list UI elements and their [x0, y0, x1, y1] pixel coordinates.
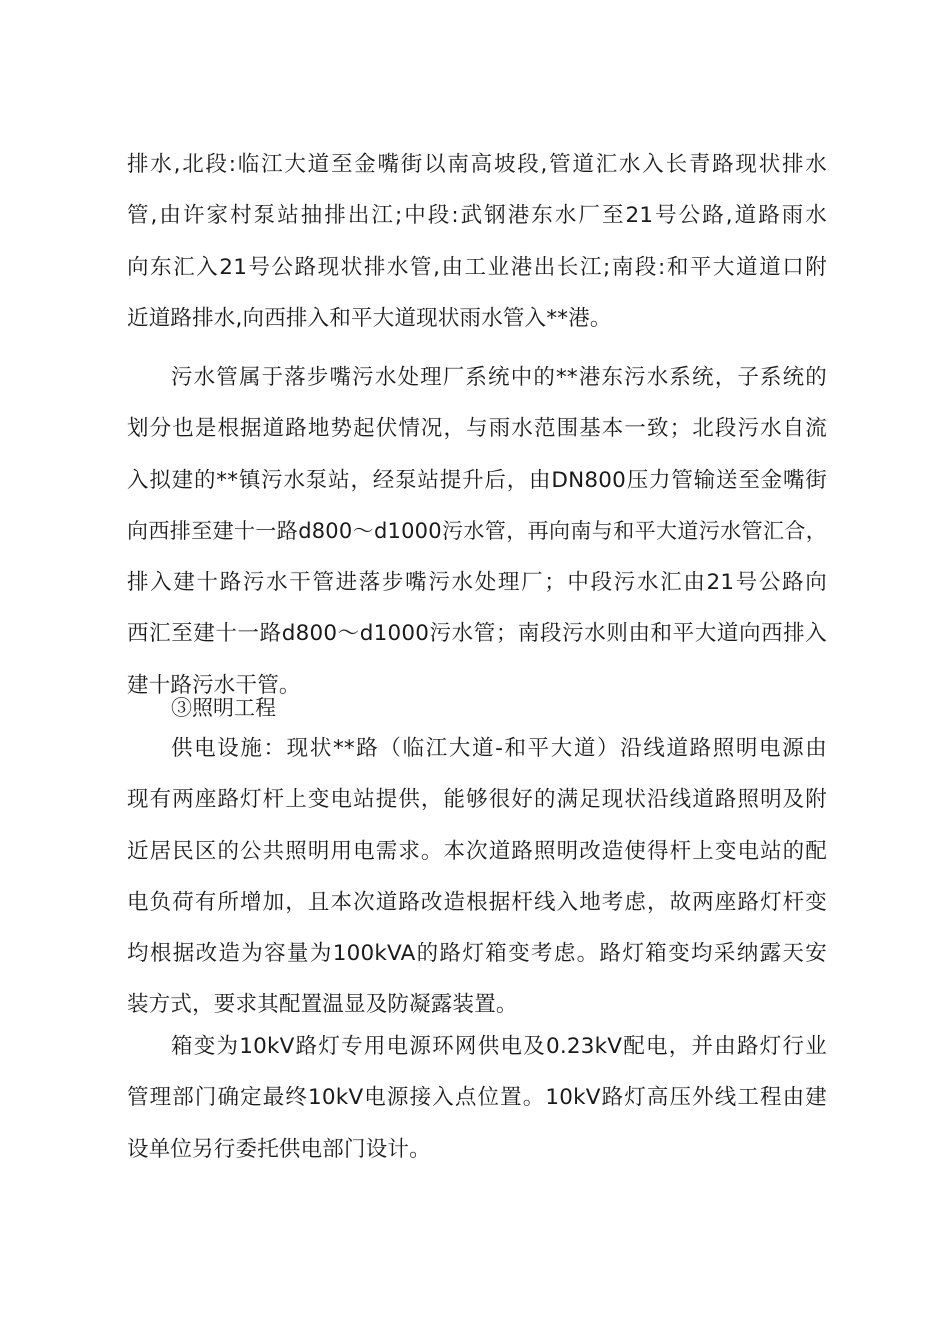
text-line: 西汇至建十一路d800～d1000污水管；南段污水则由和平大道向西排入 [127, 621, 827, 647]
paragraph-power-supply [127, 723, 827, 1031]
text-line: 排水,北段:临江大道至金嘴街以南高坡段,管道汇水入长青路现状排水 [127, 152, 827, 177]
text-line: 箱变为10kV路灯专用电源环网供电及0.23kV配电，并由路灯行业 [171, 1034, 827, 1059]
text-line: 建十路污水干管。 [127, 672, 301, 698]
section-heading-lighting: ③照明工程 [171, 696, 276, 720]
text-line: 设单位另行委托供电部门设计。 [127, 1136, 431, 1162]
text-line: 近居民区的公共照明用电需求。本次道路照明改造使得杆上变电站的配 [127, 838, 827, 864]
text-line: 均根据改造为容量为100kVA的路灯箱变考虑。路灯箱变均采纳露天安 [127, 941, 827, 967]
text-line: 管理部门确定最终10kV电源接入点位置。10kV路灯高压外线工程由建 [127, 1085, 827, 1111]
text-line: 划分也是根据道路地势起伏情况，与雨水范围基本一致；北段污水自流 [127, 416, 827, 442]
text-line: 近道路排水,向西排入和平大道现状雨水管入**港。 [127, 305, 612, 331]
text-line: 供电设施：现状**路（临江大道-和平大道）沿线道路照明电源由 [171, 736, 827, 761]
text-line: 装方式，要求其配置温显及防凝露装置。 [127, 992, 518, 1018]
paragraph-drainage [127, 139, 827, 344]
paragraph-box-transformer [127, 1021, 827, 1175]
text-line: 入拟建的**镇污水泵站，经泵站提升后，由DN800压力管输送至金嘴街 [127, 467, 827, 493]
paragraph-sewage [127, 352, 827, 711]
text-line: 电负荷有所增加，且本次道路改造根据杆线入地考虑，故两座路灯杆变 [127, 889, 827, 915]
text-line: 排入建十路污水干管进落步嘴污水处理厂；中段污水汇由21号公路向 [127, 570, 827, 596]
text-line: 污水管属于落步嘴污水处理厂系统中的**港东污水系统，子系统的 [171, 365, 827, 390]
text-line: 向东汇入21号公路现状排水管,由工业港出长江;南段:和平大道道口附 [127, 254, 827, 280]
text-line: 现有两座路灯杆上变电站提供，能够很好的满足现状沿线道路照明及附 [127, 787, 827, 813]
text-line: 向西排至建十一路d800～d1000污水管，再向南与和平大道污水管汇合， [127, 518, 827, 543]
text-line: 管,由许家村泵站抽排出江;中段:武钢港东水厂至21号公路,道路雨水 [127, 203, 827, 229]
